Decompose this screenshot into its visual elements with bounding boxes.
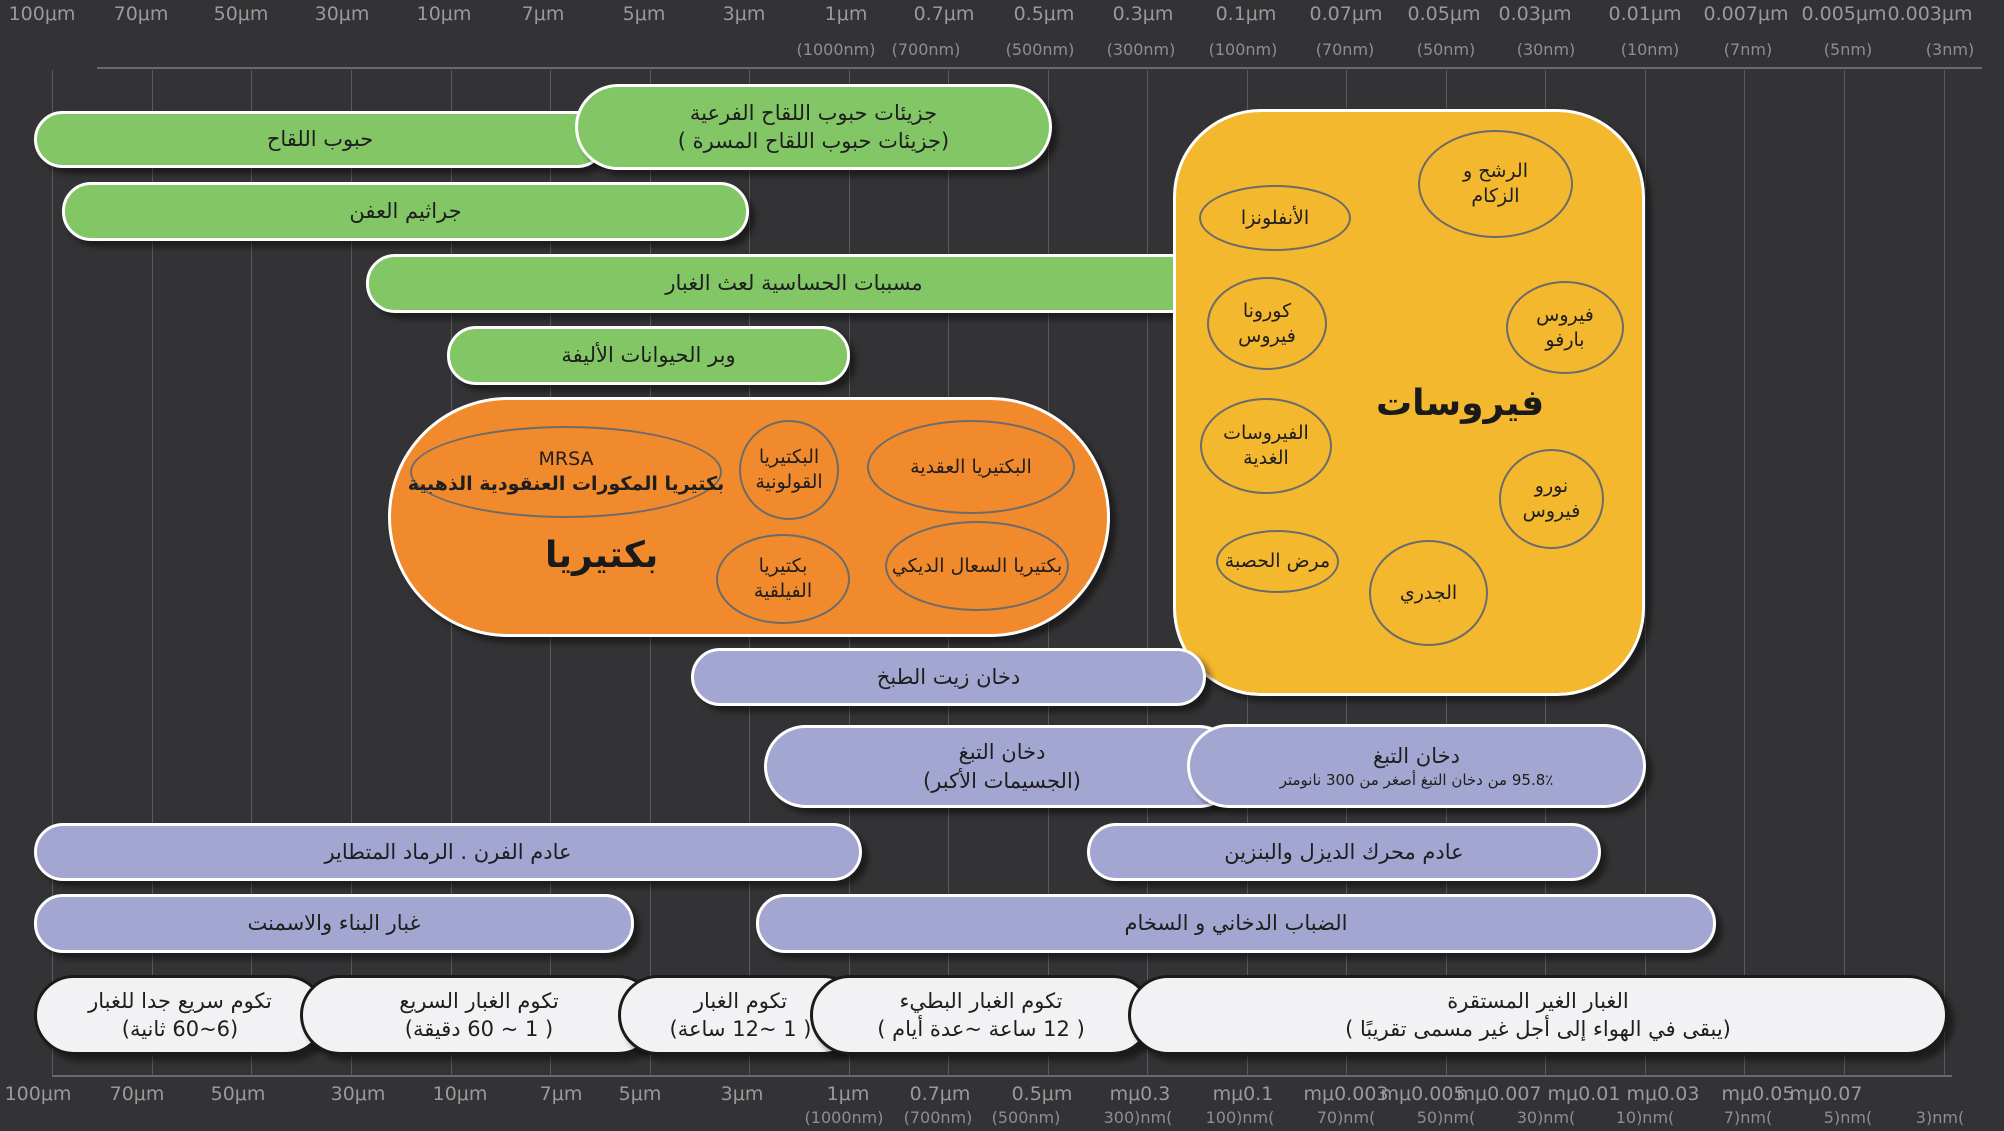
top-tick-sublabel: (300nm): [1106, 40, 1176, 59]
top-tick-sublabel: (100nm): [1208, 40, 1278, 59]
mold-spores-label: جراثيم العفن: [349, 199, 462, 224]
pertussis-ellipse: [885, 521, 1069, 611]
tobacco-smoke-large-note: (الجسيمات الأكبر): [923, 768, 1081, 793]
adenovirus-label-2: الغدية: [1243, 447, 1289, 469]
bacteria-title: بكتيريا: [545, 535, 659, 576]
fast-settling-label: تكوم الغبار السريع: [399, 988, 559, 1013]
bottom-tick-label: 10μm: [432, 1083, 488, 1105]
parvovirus-label-2: بارفو: [1545, 328, 1585, 351]
fast-settling-band: [300, 975, 658, 1055]
adenovirus-label: الفيروسات: [1223, 422, 1309, 445]
suspended-dust-note: (يبقى في الهواء إلى أجل غير مسمى تقريبًا ): [1345, 1017, 1731, 1041]
common-cold-label-2: الزكام: [1471, 185, 1520, 207]
bottom-tick-label: 1μm: [826, 1083, 870, 1105]
pet-dander-band: [447, 326, 850, 385]
slow-settling-label: تكوم الغبار البطيء: [899, 988, 1063, 1013]
parvovirus-ellipse: [1506, 281, 1624, 374]
bottom-tick-sublabel: 300)nm(: [1103, 1108, 1173, 1127]
common-cold-ellipse: [1418, 130, 1573, 238]
smog-soot-label: الضباب الدخاني و السخام: [1124, 911, 1348, 936]
pertussis-label: بكتيريا السعال الديكي: [891, 554, 1063, 577]
bottom-tick-label: mμ0.003: [1303, 1083, 1389, 1105]
bottom-tick-sublabel: 10)nm(: [1615, 1108, 1675, 1127]
cooking-oil-smoke-band: [691, 648, 1206, 706]
streptococcus-ellipse: [867, 420, 1075, 514]
bottom-tick-label: 7μm: [539, 1083, 583, 1105]
bottom-tick-sublabel: 70)nm(: [1316, 1108, 1376, 1127]
bottom-tick-label: mμ0.1: [1212, 1083, 1274, 1105]
bottom-tick-label: mμ0.05: [1721, 1083, 1795, 1105]
gridline: [1744, 70, 1745, 1075]
pollen-subparticles-note: (جزيئات حبوب اللقاح المسرة ): [677, 129, 950, 153]
bottom-tick-label: mμ0.07: [1789, 1083, 1863, 1105]
top-tick-label: 5μm: [622, 3, 666, 25]
bottom-tick-label: 70μm: [109, 1083, 165, 1105]
medium-settling-label: تكوم الغبار: [693, 988, 788, 1013]
top-tick-label: 0.003μm: [1887, 3, 1973, 25]
top-tick-label: 0.5μm: [1013, 3, 1075, 25]
coronavirus-label: كورونا: [1242, 299, 1292, 322]
top-tick-sublabel: (50nm): [1416, 40, 1476, 59]
smallpox-label: الجدري: [1399, 581, 1458, 604]
streptococcus-label: البكتيريا العقدية: [910, 455, 1032, 478]
top-tick-sublabel: (700nm): [891, 40, 961, 59]
bottom-tick-label: mμ0.01: [1547, 1083, 1621, 1105]
top-tick-label: 30μm: [314, 3, 370, 25]
pet-dander-label: وبر الحيوانات الأليفة: [561, 343, 736, 368]
slow-settling-time: ( 12 ساعة ~عدة أيام ): [877, 1017, 1085, 1041]
staphylococcus-label: بكتيريا المكورات العنقودية الذهبية: [407, 473, 725, 495]
legionella-label: بكتيريا: [758, 555, 808, 578]
top-tick-label: 0.01μm: [1608, 3, 1682, 25]
smallpox-ellipse: [1369, 540, 1488, 646]
bottom-tick-sublabel: 30)nm(: [1516, 1108, 1576, 1127]
bottom-tick-label: 30μm: [330, 1083, 386, 1105]
diesel-exhaust-label: عادم محرك الديزل والبنزين: [1224, 839, 1464, 864]
diesel-exhaust-band: [1087, 823, 1601, 881]
tobacco-smoke-small-note: 95.8٪ من دخان التبغ أصغر من 300 نانومتر: [1279, 771, 1554, 790]
bottom-axis-line: [52, 1075, 1952, 1077]
furnace-fly-ash-label: عادم الفرن . الرماد المتطاير: [324, 839, 572, 864]
top-tick-sublabel: (3nm): [1925, 40, 1975, 59]
bottom-tick-label: 3μm: [720, 1083, 764, 1105]
viruses-title: فيروسات: [1376, 383, 1545, 424]
top-tick-label: 1μm: [824, 3, 868, 25]
tobacco-smoke-large-label: دخان التبغ: [958, 740, 1046, 765]
dust-mite-allergens-label: مسببات الحساسية لعث الغبار: [665, 271, 923, 296]
bottom-tick-label: 0.7μm: [909, 1083, 971, 1105]
smog-soot-band: [756, 894, 1716, 953]
bottom-tick-sublabel: 7)nm(: [1723, 1108, 1773, 1127]
top-tick-sublabel: (500nm): [1005, 40, 1075, 59]
top-tick-label: 0.7μm: [913, 3, 975, 25]
mrsa-label: MRSA: [538, 448, 594, 471]
bottom-tick-label: mμ0.007: [1456, 1083, 1542, 1105]
tobacco-smoke-small-band: [1187, 724, 1646, 808]
coronavirus-ellipse: [1207, 277, 1327, 370]
bottom-tick-sublabel: 3)nm(: [1915, 1108, 1965, 1127]
bottom-tick-label: 100μm: [4, 1083, 72, 1105]
bottom-tick-sublabel: 100)nm(: [1205, 1108, 1275, 1127]
top-tick-sublabel: (1000nm): [796, 40, 876, 59]
norovirus-ellipse: [1499, 449, 1604, 549]
top-tick-sublabel: (70nm): [1315, 40, 1375, 59]
bottom-tick-label: mμ0.03: [1626, 1083, 1700, 1105]
mold-spores-band: [62, 182, 749, 241]
mrsa-ellipse: [407, 426, 725, 518]
pollen-label: حبوب اللقاح: [266, 127, 374, 152]
top-tick-sublabel: (5nm): [1823, 40, 1873, 59]
top-axis-line: [97, 67, 1982, 69]
influenza-label: الأنفلونزا: [1240, 206, 1310, 229]
top-tick-sublabel: (7nm): [1723, 40, 1773, 59]
suspended-dust-label: الغبار الغير المستقرة: [1447, 988, 1629, 1013]
top-tick-label: 70μm: [113, 3, 169, 25]
bottom-tick-label: 0.5μm: [1011, 1083, 1073, 1105]
parvovirus-label: فيروس: [1536, 303, 1594, 326]
bottom-tick-label: mμ0.3: [1109, 1083, 1171, 1105]
adenovirus-ellipse: [1200, 398, 1332, 494]
furnace-fly-ash-band: [34, 823, 862, 881]
coronavirus-label-2: فيروس: [1238, 324, 1296, 347]
bottom-tick-sublabel: (1000nm): [804, 1108, 884, 1127]
bottom-tick-label: 50μm: [210, 1083, 266, 1105]
measles-label: مرض الحصبة: [1224, 550, 1331, 573]
gridline: [1944, 70, 1945, 1075]
top-tick-sublabel: (10nm): [1620, 40, 1680, 59]
e-coli-label: البكتيريا: [758, 446, 820, 469]
common-cold-label: الرشح و: [1463, 160, 1528, 183]
e-coli-label-2: القولونية: [755, 471, 823, 493]
bottom-tick-label: 5μm: [618, 1083, 662, 1105]
gridline: [1844, 70, 1845, 1075]
bottom-tick-sublabel: 5)nm(: [1823, 1108, 1873, 1127]
construction-dust-band: [34, 894, 634, 953]
medium-settling-time: ( 1 ~12 ساعة): [669, 1017, 812, 1041]
top-tick-label: 50μm: [213, 3, 269, 25]
construction-dust-label: غبار البناء والاسمنت: [247, 911, 421, 936]
bottom-tick-sublabel: (500nm): [991, 1108, 1061, 1127]
bottom-tick-sublabel: 50)nm(: [1416, 1108, 1476, 1127]
fast-settling-time: ( 1 ~ 60 دقيقة): [404, 1017, 554, 1041]
tobacco-smoke-large-band: [764, 725, 1240, 808]
tobacco-smoke-small-label: دخان التبغ: [1373, 743, 1460, 768]
top-tick-label: 0.007μm: [1703, 3, 1789, 25]
pollen-band: [34, 111, 606, 168]
top-tick-label: 7μm: [521, 3, 565, 25]
top-tick-sublabel: (30nm): [1516, 40, 1576, 59]
top-tick-label: 0.1μm: [1215, 3, 1277, 25]
norovirus-label-2: فيروس: [1522, 500, 1581, 522]
top-tick-label: 0.005μm: [1801, 3, 1887, 25]
top-tick-label: 10μm: [416, 3, 472, 25]
top-tick-label: 0.07μm: [1309, 3, 1383, 25]
pollen-subparticles-label: جزيئات حبوب اللقاح الفرعية: [689, 100, 938, 125]
top-tick-label: 0.03μm: [1498, 3, 1572, 25]
bottom-tick-label: mμ0.005: [1380, 1083, 1466, 1105]
measles-ellipse: [1216, 530, 1339, 593]
top-tick-label: 100μm: [8, 3, 76, 25]
top-tick-label: 0.3μm: [1112, 3, 1174, 25]
e-coli-ellipse: [739, 420, 839, 520]
legionella-ellipse: [716, 534, 850, 624]
pollen-subparticles-band: [575, 84, 1052, 170]
norovirus-label: نورو: [1534, 475, 1569, 498]
legionella-label-2: الفيلقية: [753, 580, 813, 602]
suspended-dust-band: [1128, 975, 1948, 1055]
very-fast-settling-time: (6~60 ثانية): [121, 1017, 239, 1041]
influenza-ellipse: [1199, 185, 1351, 251]
dust-mite-allergens-band: [366, 254, 1222, 313]
very-fast-settling-label: تكوم سريع جدا للغبار: [88, 988, 272, 1013]
cooking-oil-smoke-label: دخان زيت الطبخ: [876, 664, 1021, 689]
top-tick-label: 0.05μm: [1407, 3, 1481, 25]
slow-settling-band: [810, 975, 1152, 1055]
bottom-tick-sublabel: (700nm): [903, 1108, 973, 1127]
top-tick-label: 3μm: [722, 3, 766, 25]
very-fast-settling-band: [34, 975, 326, 1055]
